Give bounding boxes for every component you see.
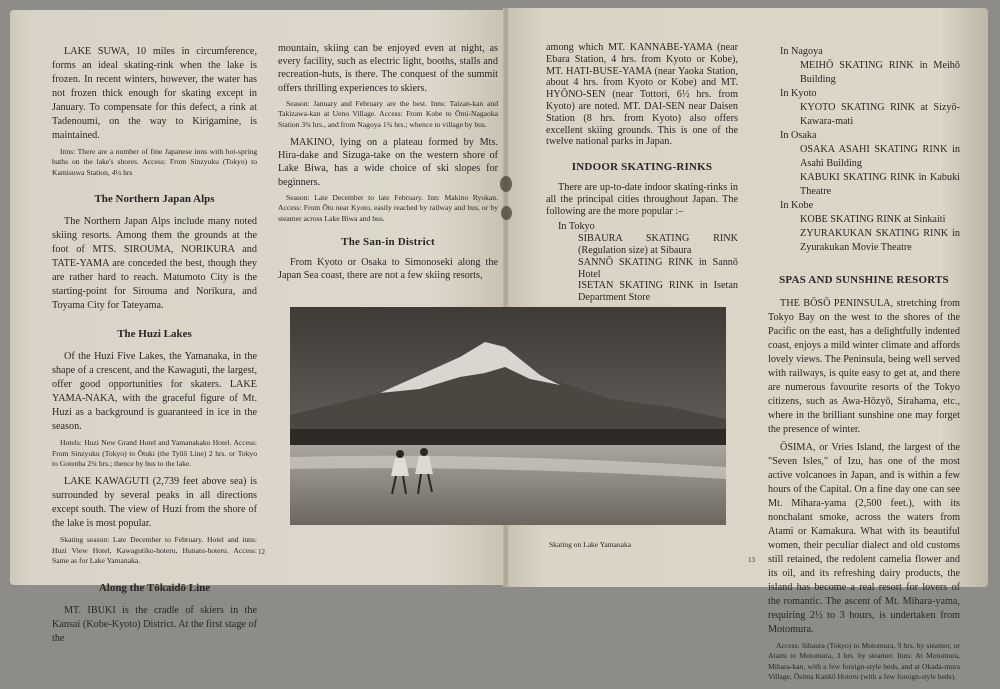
body-paragraph: among which MT. KANNABE-YAMA (near Ebara Station, 4 hrs. from Kyoto or Kobe), MT. HATI-BUSE-YAMA (near Yaoka Station, about 4 hrs. from Kyoto or Kobe) and MT. HYŌNO-SEN (near Tottori, 6½ hrs. from Kyoto) are noted. MT. DAI-SEN near Daisen Station (8 hrs. from Kyoto) also offers excellent skiing grounds. This is one of the twelve national parks in Japan. (546, 42, 738, 148)
city-label: In Osaka (780, 130, 817, 141)
rink-entry: ZYURAKUKAN SKATING RINK in Zyurakukan Movie Theatre (800, 228, 960, 253)
rink-entry: SANNŌ SKATING RINK in Sannō Hotel (578, 256, 738, 280)
city-label: In Kyoto (780, 88, 817, 99)
section-heading: Along the Tōkaidō Line (98, 581, 211, 594)
section-heading: The Northern Japan Alps (94, 193, 215, 206)
rink-entry: OSAKA ASAHI SKATING RINK in Asahi Building (800, 144, 960, 169)
rink-entry: KOBE SKATING RINK at Sinkaiti (800, 214, 946, 225)
body-paragraph: LAKE SUWA, 10 miles in circumference, forms an ideal skating-rink when the lake is frozen. In recent winters, however, the water has not frozen thick enough for skating except in January. To compensate for this defect, a rink at Tadenoumi, on the way to Kirigamine, is maintained. (52, 46, 257, 141)
mount-fuji-skating-photo (290, 307, 726, 525)
section-heading: The Huzi Lakes (117, 328, 192, 341)
page12-column-right (278, 42, 498, 287)
page13-column-right (768, 45, 960, 689)
city-label: In Kobe (780, 200, 814, 211)
body-paragraph: THE BŌSŌ PENINSULA, stretching from Tokyo Bay on the west to the shores of the Pacific on the east, has a delightfully indented coast, enjoys a mild winter climate and affords lovely views. The Peninsula, being well served with railways, is quite easy to get at, and there are numerous favourite resorts of the Tokyo citizens, such as Awa-Hōzyō, Sirahama, etc., where in the brilliant sunshine one may forget the presence of winter. (768, 298, 960, 435)
body-paragraph: LAKE KAWAGUTI (2,739 feet above sea) is surrounded by several peaks in all directions except south. The view of Huzi from the shore of the lake is most popular. (52, 476, 257, 530)
travel-note: Hotels: Huzi New Grand Hotel and Yamanakako Hotel. Access: From Sinzyuku (Tokyo) to Ōtuki (the Tyūō Line) 2 hrs. or Tokyo to Gotenba 2¾ hrs.; thence by bus to the lake. (52, 438, 257, 469)
body-paragraph: From Kyoto or Osaka to Simonoseki along the Japan Sea coast, there are not a few skiing resorts, (278, 257, 498, 282)
stain-mark (501, 206, 512, 220)
photo-caption: Skating on Lake Yamanaka (548, 540, 632, 549)
section-heading: SPAS AND SUNSHINE RESORTS (779, 274, 949, 286)
body-paragraph: mountain, skiing can be enjoyed even at night, as every facility, such as electric light, booths, stalls and recreation-huts, is there. The conquest of the summit offers thrilling experiences to skiers. (278, 43, 498, 94)
body-paragraph: MT. IBUKI is the cradle of skiers in the Kansai (Kobe-Kyoto) District. At the first stage of the (52, 604, 257, 644)
rink-entry: MEIHŌ SKATING RINK in Meihō Building (800, 60, 960, 85)
page12-column-left (52, 45, 257, 650)
rink-entry: SIBAURA SKATING RINK (Regulation size) at Sibaura (578, 233, 738, 256)
travel-note: Access: Sibaura (Tokyo) to Motomura, 9 hrs. by steamer, or Atami to Motomura, 3 hrs. by steamer. Inns: At Motomura, Mihara-kan, with a few foreign-style beds, and at Okada-mura Village, Ōsima Kankō Hoteru (with a few foreign-style beds). (768, 641, 960, 682)
rink-entry: KABUKI SKATING RINK in Kabuki Theatre (800, 172, 960, 197)
travel-note: Inns: There are a number of fine Japanese inns with hot-spring baths on the lake's shores. Access: From Sinzyuku (Tokyo) to Kamisuwa Station, 4¼ hrs (52, 147, 257, 177)
body-paragraph: There are up-to-date indoor skating-rinks in all the principal cities throughout Japan. The following are the more popular :– (546, 181, 738, 217)
travel-note: Season: Late December to late February. Inn: Makino Ryokan. Access: From Ōtu near Kyoto, easily reached by railway and bus, or by steamer across Lake Biwa and bus. (278, 192, 498, 223)
body-paragraph: ŌSIMA, or Vries Island, the largest of the "Seven Isles," of Izu, has one of the most active volcanoes in Japan, and is within a few hours of the Capital. On a fine day one can see Mt. Mihara-yama (2,500 feet.), with its nonchalant smoke, across the waters from Atami or Kamakura. What with its beautiful women, their peculiar dialect and old customs still retained, the redolent camelia flower and its oil, and its refreshing dairy products, the island has become a real resort for lovers of the romantic. The ascent of Mt. Mihara-yama, requiring 2½ to 3 hours, is undertaken from Motomura. (768, 442, 960, 635)
stain-mark (500, 176, 512, 192)
section-heading: INDOOR SKATING-RINKS (571, 161, 713, 174)
body-paragraph: Of the Huzi Five Lakes, the Yamanaka, in the shape of a crescent, and the Kawaguti, the largest, offer good opportunities for skaters. LAKE YAMA-NAKA, with the graceful figure of Mt. Huzi as a background is guaranteed in ice in the season. (52, 351, 257, 433)
travel-note: Season: January and February are the best. Inns: Taizan-kan and Takizawa-kan at Ueno Village. Access: From Kobe to Ōmi-Nagaoka Station 3¾ hrs., and from Nagoya 1¾ hrs.; whence to village by bus. (278, 98, 498, 129)
city-label: In Nagoya (780, 46, 823, 57)
section-heading: The San-in District (341, 236, 435, 249)
body-paragraph: MAKINO, lying on a plateau formed by Mts. Hira-dake and Sizuga-take on the western shore of Lake Biwa, has a wide choice of ski slopes for beginners. (278, 137, 498, 188)
rink-entry: KYOTO SKATING RINK at Sizyō-Kawara-mati (800, 102, 960, 127)
body-paragraph: The Northern Japan Alps include many noted skiing resorts. Among them the grounds at the foot of MTS. SIROUMA, NORIKURA and TATE-YAMA are conceded the best, though they are rather hard to reach. Matumoto City is the starting-point for Sirouma and Norikura, and Toyama City for Tateyama. (52, 216, 257, 312)
city-label: In Tokyo (558, 221, 595, 233)
page13-column-left (546, 42, 738, 304)
page-number-12: 12 (258, 548, 265, 556)
travel-note: Skating season: Late December to February. Hotel and inns: Huzi View Hotel, Kawagutiko-hoteru, Hunatu-hoteru. Access: Same as for Lake Yamanaka. (52, 535, 257, 566)
page-number-13: 13 (748, 556, 755, 564)
rink-entry: ISETAN SKATING RINK in Isetan Department Store (578, 280, 738, 304)
